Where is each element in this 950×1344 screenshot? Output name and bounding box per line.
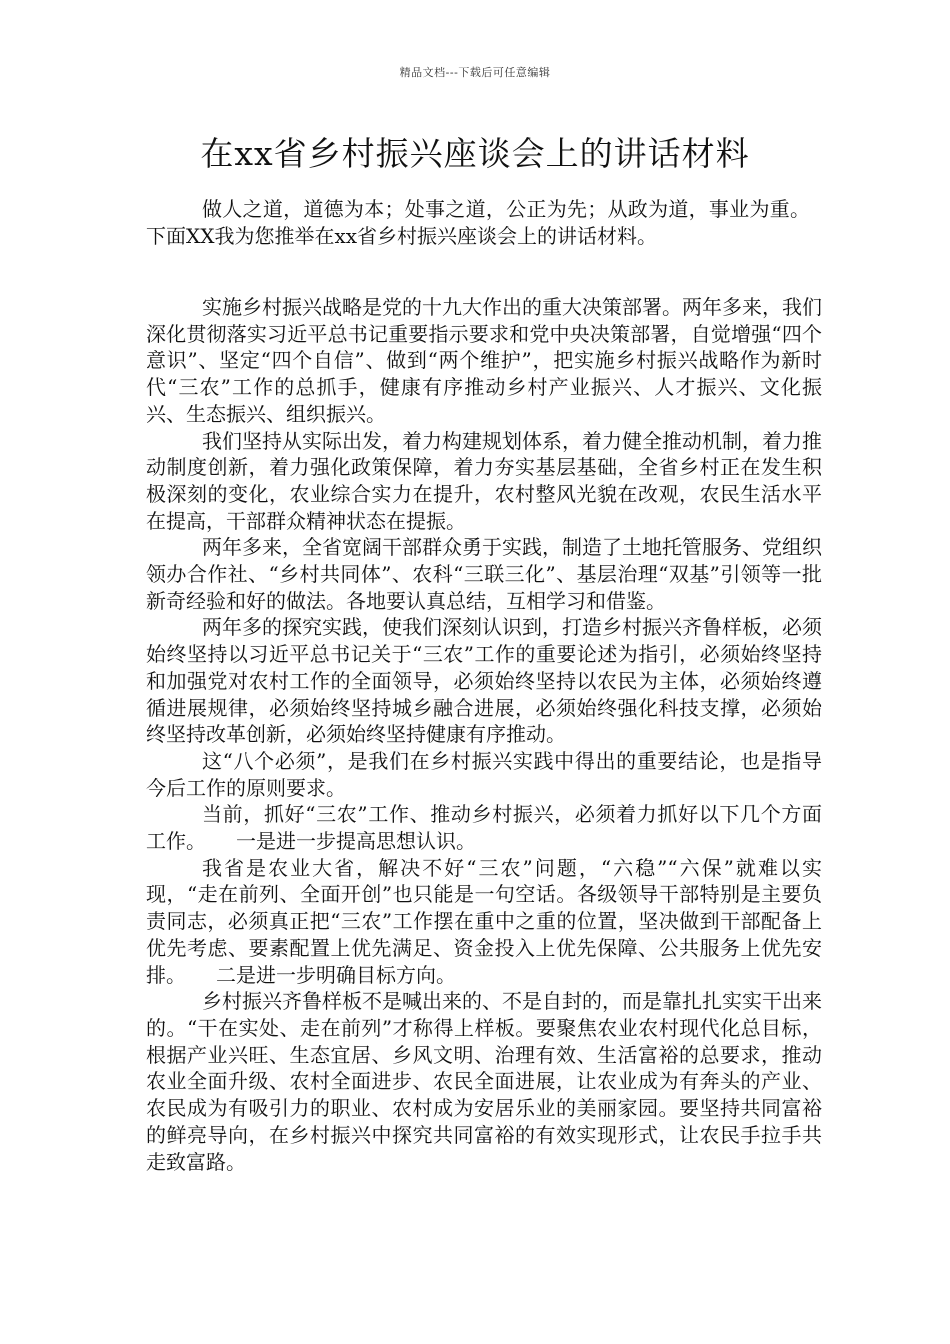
body-paragraph: 乡村振兴齐鲁样板不是喊出来的、不是自封的，而是靠扎扎实实干出来的。“干在实处、走在前列”才称得上样板。要聚焦农业农村现代化总目标，根据产业兴旺、生态宜居、乡风文明、治理有效、生活富裕的总要求，推动农业全面升级、农村全面进步、农民全面进展，让农业成为有奔头的产业、农民成为有吸引力的职业、农村成为安居乐业的美丽家园。要坚持共同富裕的鲜亮导向，在乡村振兴中探究共同富裕的有效实现形式，让农民手拉手共走致富路。 [146, 989, 822, 1174]
page-header-note: 精品文档---下载后可任意编辑 [399, 66, 551, 79]
body-paragraph: 我们坚持从实际出发，着力构建规划体系，着力健全推动机制，着力推动制度创新，着力强化政策保障，着力夯实基层基础，全省乡村正在发生积极深刻的变化，农业综合实力在提升，农村整风光貌在改观，农民生活水平在提高，干部群众精神状态在提振。 [146, 428, 822, 533]
body-paragraph: 当前，抓好“三农”工作、推动乡村振兴，必须着力抓好以下几个方面工作。 一是进一步提高思想认识。 [146, 802, 822, 854]
body-paragraph: 这“八个必须”，是我们在乡村振兴实践中得出的重要结论，也是指导今后工作的原则要求。 [146, 748, 822, 800]
body-paragraph: 我省是农业大省，解决不好“三农”问题，“六稳”“六保”就难以实现，“走在前列、全面开创”也只能是一句空话。各级领导干部特别是主要负责同志，必须真正把“三农”工作摆在重中之重的位置，坚决做到干部配备上优先考虑、要素配置上优先满足、资金投入上优先保障、公共服务上优先安排。 二是进一步明确目标方向。 [146, 855, 822, 987]
document-title: 在xx省乡村振兴座谈会上的讲话材料 [200, 134, 750, 173]
body-paragraph: 实施乡村振兴战略是党的十九大作出的重大决策部署。两年多来，我们深化贯彻落实习近平总书记重要指示要求和党中央决策部署，自觉增强“四个意识”、坚定“四个自信”、做到“两个维护”，把实施乡村振兴战略作为新时代“三农”工作的总抓手，健康有序推动乡村产业振兴、人才振兴、文化振兴、生态振兴、组织振兴。 [146, 295, 822, 426]
body-paragraph: 两年多来，全省宽阔干部群众勇于实践，制造了土地托管服务、党组织领办合作社、“乡村共同体”、农科“三联三化”、基层治理“双基”引领等一批新奇经验和好的做法。各地要认真总结，互相学习和借鉴。 [146, 535, 822, 613]
intro-paragraph: 做人之道，道德为本；处事之道，公正为先；从政为道，事业为重。下面XX我为您推举在xx省乡村振兴座谈会上的讲话材料。 [146, 197, 810, 248]
body-paragraph: 两年多的探究实践，使我们深刻认识到，打造乡村振兴齐鲁样板，必须始终坚持以习近平总书记关于“三农”工作的重要论述为指引，必须始终坚持和加强党对农村工作的全面领导，必须始终坚持以农民为主体，必须始终遵循进展规律，必须始终坚持城乡融合进展，必须始终强化科技支撑，必须始终坚持改革创新，必须始终坚持健康有序推动。 [146, 615, 822, 747]
document-body [146, 294, 822, 1175]
